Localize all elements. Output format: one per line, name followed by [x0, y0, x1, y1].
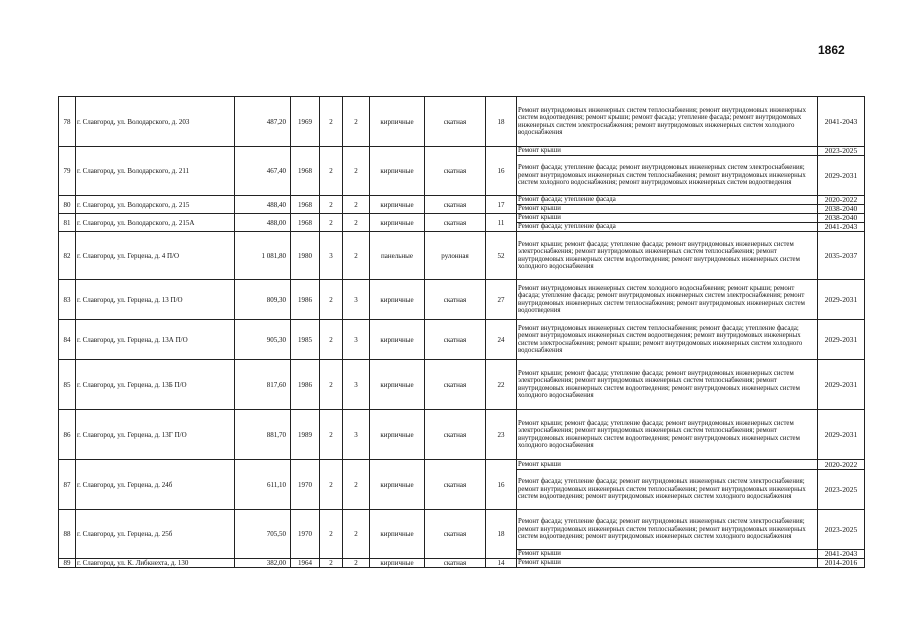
- roof-type-cell: скатная: [425, 410, 486, 460]
- build-year-cell: 1970: [291, 460, 320, 510]
- row-number-cell: 85: [59, 360, 76, 410]
- repair-works-cell: Ремонт внутридомовых инженерных систем теплоснабжения; ремонт фасада; утепление фасада; ремонт внутридомовых инженерных систем водоотведения; ремонт внутридомовых инженерных систем электроснабжения; ремонт крыши; ремонт внутридомовых инженерных систем холодного водоснабжения: [517, 320, 818, 360]
- wall-material-cell: кирпичные: [370, 510, 425, 559]
- table-row: [59, 280, 865, 320]
- period-cell: 2029-2031: [818, 360, 865, 410]
- apartments-cell: 16: [486, 460, 517, 510]
- repair-works-cell: Ремонт крыши: [517, 214, 818, 223]
- build-year-cell: 1969: [291, 97, 320, 147]
- roof-type-cell: скатная: [425, 97, 486, 147]
- row-number-cell: 80: [59, 196, 76, 214]
- address-cell: г. Славгород, ул. Герцена, д. 13Г П/О: [76, 410, 235, 460]
- total-area-cell: 881,70: [235, 410, 291, 460]
- row-number-cell: 82: [59, 232, 76, 280]
- address-cell: г. Славгород, ул. Герцена, д. 13 П/О: [76, 280, 235, 320]
- repair-works-cell: Ремонт внутридомовых инженерных систем холодного водоснабжения; ремонт крыши; ремонт фасада; утепление фасада; ремонт внутридомовых инженерных систем электроснабжения; ремонт внутридомовых инженерных систем теплоснабжения; ремонт внутридомовых инженерных систем водоотведения: [517, 280, 818, 320]
- row-number-cell: 89: [59, 559, 76, 568]
- total-area-cell: 611,10: [235, 460, 291, 510]
- floors-cell: 2: [320, 320, 343, 360]
- address-cell: г. Славгород, ул. Герцена, д. 24б: [76, 460, 235, 510]
- entrances-cell: 2: [343, 97, 370, 147]
- wall-material-cell: кирпичные: [370, 214, 425, 232]
- wall-material-cell: кирпичные: [370, 280, 425, 320]
- row-number-cell: 84: [59, 320, 76, 360]
- table-row: [59, 559, 865, 568]
- entrances-cell: 2: [343, 232, 370, 280]
- repair-works-cell: Ремонт фасада; утепление фасада; ремонт внутридомовых инженерных систем электроснабжения; ремонт внутридомовых инженерных систем теплоснабжения; ремонт внутридомовых инженерных систем водоотведения; ремонт внутридомовых инженерных систем холодного водоснабжения: [517, 470, 818, 510]
- table-body: [59, 97, 865, 568]
- period-cell: 2020-2022: [818, 196, 865, 205]
- apartments-cell: 23: [486, 410, 517, 460]
- floors-cell: 2: [320, 360, 343, 410]
- repair-works-cell: Ремонт фасада; утепление фасада: [517, 196, 818, 205]
- build-year-cell: 1980: [291, 232, 320, 280]
- housing-repair-table: [58, 96, 865, 568]
- total-area-cell: 705,50: [235, 510, 291, 559]
- entrances-cell: 3: [343, 280, 370, 320]
- entrances-cell: 2: [343, 460, 370, 510]
- apartments-cell: 18: [486, 510, 517, 559]
- table-row: [59, 214, 865, 223]
- apartments-cell: 24: [486, 320, 517, 360]
- wall-material-cell: панельные: [370, 232, 425, 280]
- period-cell: 2029-2031: [818, 320, 865, 360]
- period-cell: 2041-2043: [818, 223, 865, 232]
- repair-works-cell: Ремонт внутридомовых инженерных систем теплоснабжения; ремонт внутридомовых инженерных систем водоотведения; ремонт крыши; ремонт фасада; утепление фасада; ремонт внутридомовых инженерных систем электроснабжения; ремонт внутридомовых инженерных систем холодного водоснабжения: [517, 97, 818, 147]
- wall-material-cell: кирпичные: [370, 360, 425, 410]
- floors-cell: 2: [320, 214, 343, 232]
- total-area-cell: 809,30: [235, 280, 291, 320]
- roof-type-cell: скатная: [425, 460, 486, 510]
- address-cell: г. Славгород, ул. Герцена, д. 13Б П/О: [76, 360, 235, 410]
- floors-cell: 3: [320, 232, 343, 280]
- total-area-cell: 467,40: [235, 147, 291, 196]
- build-year-cell: 1968: [291, 147, 320, 196]
- address-cell: г. Славгород, ул. Володарского, д. 215А: [76, 214, 235, 232]
- period-cell: 2038-2040: [818, 214, 865, 223]
- entrances-cell: 2: [343, 214, 370, 232]
- period-cell: 2041-2043: [818, 97, 865, 147]
- apartments-cell: 52: [486, 232, 517, 280]
- address-cell: г. Славгород, ул. Герцена, д. 25б: [76, 510, 235, 559]
- entrances-cell: 3: [343, 320, 370, 360]
- repair-works-cell: Ремонт крыши: [517, 460, 818, 470]
- apartments-cell: 17: [486, 196, 517, 214]
- entrances-cell: 2: [343, 510, 370, 559]
- apartments-cell: 18: [486, 97, 517, 147]
- build-year-cell: 1970: [291, 510, 320, 559]
- period-cell: 2023-2025: [818, 470, 865, 510]
- repair-works-cell: Ремонт крыши; ремонт фасада; утепление фасада; ремонт внутридомовых инженерных систем электроснабжения; ремонт внутридомовых инженерных систем теплоснабжения; ремонт внутридомовых инженерных систем водоотведения; ремонт внутридомовых инженерных систем холодного водоснабжения: [517, 410, 818, 460]
- table-row: [59, 320, 865, 360]
- roof-type-cell: скатная: [425, 147, 486, 196]
- build-year-cell: 1964: [291, 559, 320, 568]
- table-row: [59, 147, 865, 156]
- table-row: [59, 97, 865, 147]
- table-row: [59, 196, 865, 205]
- address-cell: г. Славгород, ул. Герцена, д. 13А П/О: [76, 320, 235, 360]
- wall-material-cell: кирпичные: [370, 410, 425, 460]
- row-number-cell: 87: [59, 460, 76, 510]
- period-cell: 2029-2031: [818, 156, 865, 196]
- apartments-cell: 22: [486, 360, 517, 410]
- total-area-cell: 1 081,80: [235, 232, 291, 280]
- table-row: [59, 510, 865, 550]
- total-area-cell: 487,20: [235, 97, 291, 147]
- total-area-cell: 488,00: [235, 214, 291, 232]
- entrances-cell: 3: [343, 360, 370, 410]
- period-cell: 2020-2022: [818, 460, 865, 470]
- page-number: 1862: [818, 43, 845, 57]
- floors-cell: 2: [320, 196, 343, 214]
- repair-works-cell: Ремонт фасада; утепление фасада: [517, 223, 818, 232]
- floors-cell: 2: [320, 147, 343, 196]
- wall-material-cell: кирпичные: [370, 147, 425, 196]
- roof-type-cell: скатная: [425, 196, 486, 214]
- wall-material-cell: кирпичные: [370, 559, 425, 568]
- total-area-cell: 905,30: [235, 320, 291, 360]
- total-area-cell: 817,60: [235, 360, 291, 410]
- address-cell: г. Славгород, ул. Володарского, д. 215: [76, 196, 235, 214]
- build-year-cell: 1985: [291, 320, 320, 360]
- row-number-cell: 83: [59, 280, 76, 320]
- table-row: [59, 232, 865, 280]
- floors-cell: 2: [320, 410, 343, 460]
- total-area-cell: 382,00: [235, 559, 291, 568]
- row-number-cell: 88: [59, 510, 76, 559]
- table-row: [59, 410, 865, 460]
- wall-material-cell: кирпичные: [370, 460, 425, 510]
- address-cell: г. Славгород, ул. Володарского, д. 203: [76, 97, 235, 147]
- entrances-cell: 3: [343, 410, 370, 460]
- roof-type-cell: скатная: [425, 280, 486, 320]
- row-number-cell: 79: [59, 147, 76, 196]
- floors-cell: 2: [320, 510, 343, 559]
- entrances-cell: 2: [343, 147, 370, 196]
- wall-material-cell: кирпичные: [370, 196, 425, 214]
- period-cell: 2023-2025: [818, 147, 865, 156]
- period-cell: 2029-2031: [818, 410, 865, 460]
- table-row: [59, 460, 865, 470]
- roof-type-cell: скатная: [425, 360, 486, 410]
- roof-type-cell: скатная: [425, 559, 486, 568]
- period-cell: 2035-2037: [818, 232, 865, 280]
- table-row: [59, 360, 865, 410]
- address-cell: г. Славгород, ул. К. Либкнехта, д. 130: [76, 559, 235, 568]
- repair-works-cell: Ремонт крыши: [517, 205, 818, 214]
- repair-works-cell: Ремонт фасада; утепление фасада; ремонт внутридомовых инженерных систем электроснабжения; ремонт внутридомовых инженерных систем теплоснабжения; ремонт внутридомовых инженерных систем водоотведения; ремонт внутридомовых инженерных систем холодного водоснабжения: [517, 510, 818, 550]
- wall-material-cell: кирпичные: [370, 320, 425, 360]
- build-year-cell: 1986: [291, 360, 320, 410]
- repair-works-cell: Ремонт крыши: [517, 559, 818, 568]
- repair-works-cell: Ремонт крыши; ремонт фасада; утепление фасада; ремонт внутридомовых инженерных систем электроснабжения; ремонт внутридомовых инженерных систем теплоснабжения; ремонт внутридомовых инженерных систем водоотведения; ремонт внутридомовых инженерных систем холодного водоснабжения: [517, 232, 818, 280]
- wall-material-cell: кирпичные: [370, 97, 425, 147]
- period-cell: 2023-2025: [818, 510, 865, 550]
- address-cell: г. Славгород, ул. Володарского, д. 211: [76, 147, 235, 196]
- build-year-cell: 1968: [291, 196, 320, 214]
- build-year-cell: 1986: [291, 280, 320, 320]
- row-number-cell: 81: [59, 214, 76, 232]
- period-cell: 2014-2016: [818, 559, 865, 568]
- roof-type-cell: скатная: [425, 214, 486, 232]
- roof-type-cell: скатная: [425, 510, 486, 559]
- entrances-cell: 2: [343, 559, 370, 568]
- roof-type-cell: рулонная: [425, 232, 486, 280]
- apartments-cell: 14: [486, 559, 517, 568]
- apartments-cell: 16: [486, 147, 517, 196]
- build-year-cell: 1989: [291, 410, 320, 460]
- repair-works-cell: Ремонт крыши; ремонт фасада; утепление фасада; ремонт внутридомовых инженерных систем электроснабжения; ремонт внутридомовых инженерных систем теплоснабжения; ремонт внутридомовых инженерных систем водоотведения; ремонт внутридомовых инженерных систем холодного водоснабжения: [517, 360, 818, 410]
- floors-cell: 2: [320, 460, 343, 510]
- floors-cell: 2: [320, 280, 343, 320]
- period-cell: 2029-2031: [818, 280, 865, 320]
- period-cell: 2038-2040: [818, 205, 865, 214]
- period-cell: 2041-2043: [818, 550, 865, 559]
- repair-works-cell: Ремонт фасада; утепление фасада; ремонт внутридомовых инженерных систем электроснабжения; ремонт внутридомовых инженерных систем теплоснабжения; ремонт внутридомовых инженерных систем холодного водоснабжения; ремонт внутридомовых инженерных систем водоотведения: [517, 156, 818, 196]
- build-year-cell: 1968: [291, 214, 320, 232]
- address-cell: г. Славгород, ул. Герцена, д. 4 П/О: [76, 232, 235, 280]
- entrances-cell: 2: [343, 196, 370, 214]
- roof-type-cell: скатная: [425, 320, 486, 360]
- total-area-cell: 488,40: [235, 196, 291, 214]
- row-number-cell: 78: [59, 97, 76, 147]
- apartments-cell: 11: [486, 214, 517, 232]
- repair-works-cell: Ремонт крыши: [517, 550, 818, 559]
- row-number-cell: 86: [59, 410, 76, 460]
- floors-cell: 2: [320, 97, 343, 147]
- floors-cell: 2: [320, 559, 343, 568]
- apartments-cell: 27: [486, 280, 517, 320]
- repair-works-cell: Ремонт крыши: [517, 147, 818, 156]
